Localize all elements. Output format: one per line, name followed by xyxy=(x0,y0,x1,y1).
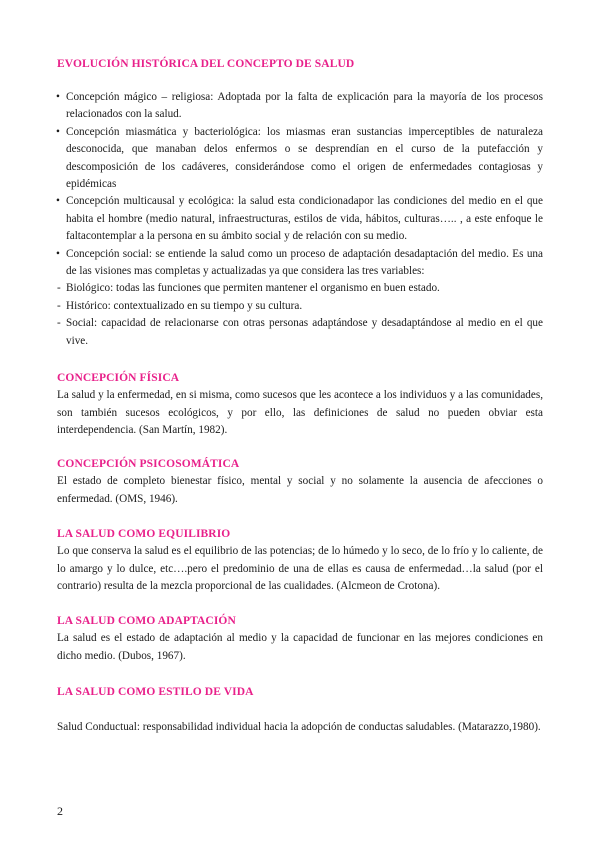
paragraph-concepcion-fisica: La salud y la enfermedad, en si misma, como sucesos que les acontece a los individuos y a las comunidades, son también sucesos ecológicos, y por ello, las definiciones de salud no pueden obviar esta interdependencia. (San Martín, 1982). xyxy=(57,389,543,436)
page-number: 2 xyxy=(57,804,63,818)
heading-concepcion-psicosomatica: CONCEPCIÓN PSICOSOMÁTICA xyxy=(57,458,240,471)
list-item: - Social: capacidad de relacionarse con otras personas adaptándose y desadaptándose al medio en el que vive. xyxy=(57,317,543,347)
heading-salud-estilo-vida: LA SALUD COMO ESTILO DE VIDA xyxy=(57,686,254,699)
paragraph-concepcion-psicosomatica: El estado de completo bienestar físico, mental y social y no solamente la ausencia de afecciones o enfermedad. (OMS, 1946). xyxy=(57,475,543,505)
heading-salud-adaptacion: LA SALUD COMO ADAPTACIÓN xyxy=(57,615,236,628)
list-item: • Concepción multicausal y ecológica: la salud esta condicionadapor las condiciones del medio en el que habita el hombre (medio natural, infraestructuras, estilos de vida, hábitos, culturas….. , a este enfoque le faltacontemplar a la persona en su ámbito social y de relación con su medio. xyxy=(56,195,543,243)
evolucion-dash-list xyxy=(57,280,543,350)
list-item: • Concepción mágico – religiosa: Adoptada por la falta de explicación para la mayoría de los procesos relacionados con la salud. xyxy=(56,91,543,121)
paragraph-salud-adaptacion: La salud es el estado de adaptación al medio y la capacidad de funcionar en las mejores condiciones en dicho medio. (Dubos, 1967). xyxy=(57,632,543,662)
list-item: • Concepción miasmática y bacteriológica: los miasmas eran sustancias imperceptibles de naturaleza desconocida, que manaban delos enfermos o se desprendían en el curso de la putefacción y descomposición de los cadáveres, considerándose como el origen de enfermedades contagiosas y epidémicas xyxy=(56,125,543,191)
list-item: - Histórico: contextualizado en su tiempo y su cultura. xyxy=(57,299,303,312)
evolucion-bullet-list xyxy=(57,89,543,280)
paragraph-salud-estilo-vida: Salud Conductual: responsabilidad individual hacia la adopción de conductas saludables. (Matarazzo,1980). xyxy=(57,721,541,734)
list-item: - Biológico: todas las funciones que permiten mantener el organismo en buen estado. xyxy=(57,282,440,295)
heading-salud-equilibrio: LA SALUD COMO EQUILIBRIO xyxy=(57,528,231,541)
paragraph-salud-equilibrio: Lo que conserva la salud es el equilibrio de las potencias; de lo húmedo y lo seco, de lo frío y lo caliente, de lo amargo y lo dulce, etc….pero el predominio de una de ellas es causa de enfermedad…la salud (por el contrario) resulta de la mezcla proporcional de las cualidades. (Alcmeon de Crotona). xyxy=(57,545,543,592)
heading-evolucion: EVOLUCIÓN HISTÓRICA DEL CONCEPTO DE SALUD xyxy=(57,58,355,70)
heading-concepcion-fisica: CONCEPCIÓN FÍSICA xyxy=(57,372,180,385)
page-content xyxy=(57,56,543,737)
list-item: • Concepción social: se entiende la salud como un proceso de adaptación desadaptación del medio. Es una de las visiones mas completas y actualizadas ya que considera las tres variables: xyxy=(56,247,543,278)
